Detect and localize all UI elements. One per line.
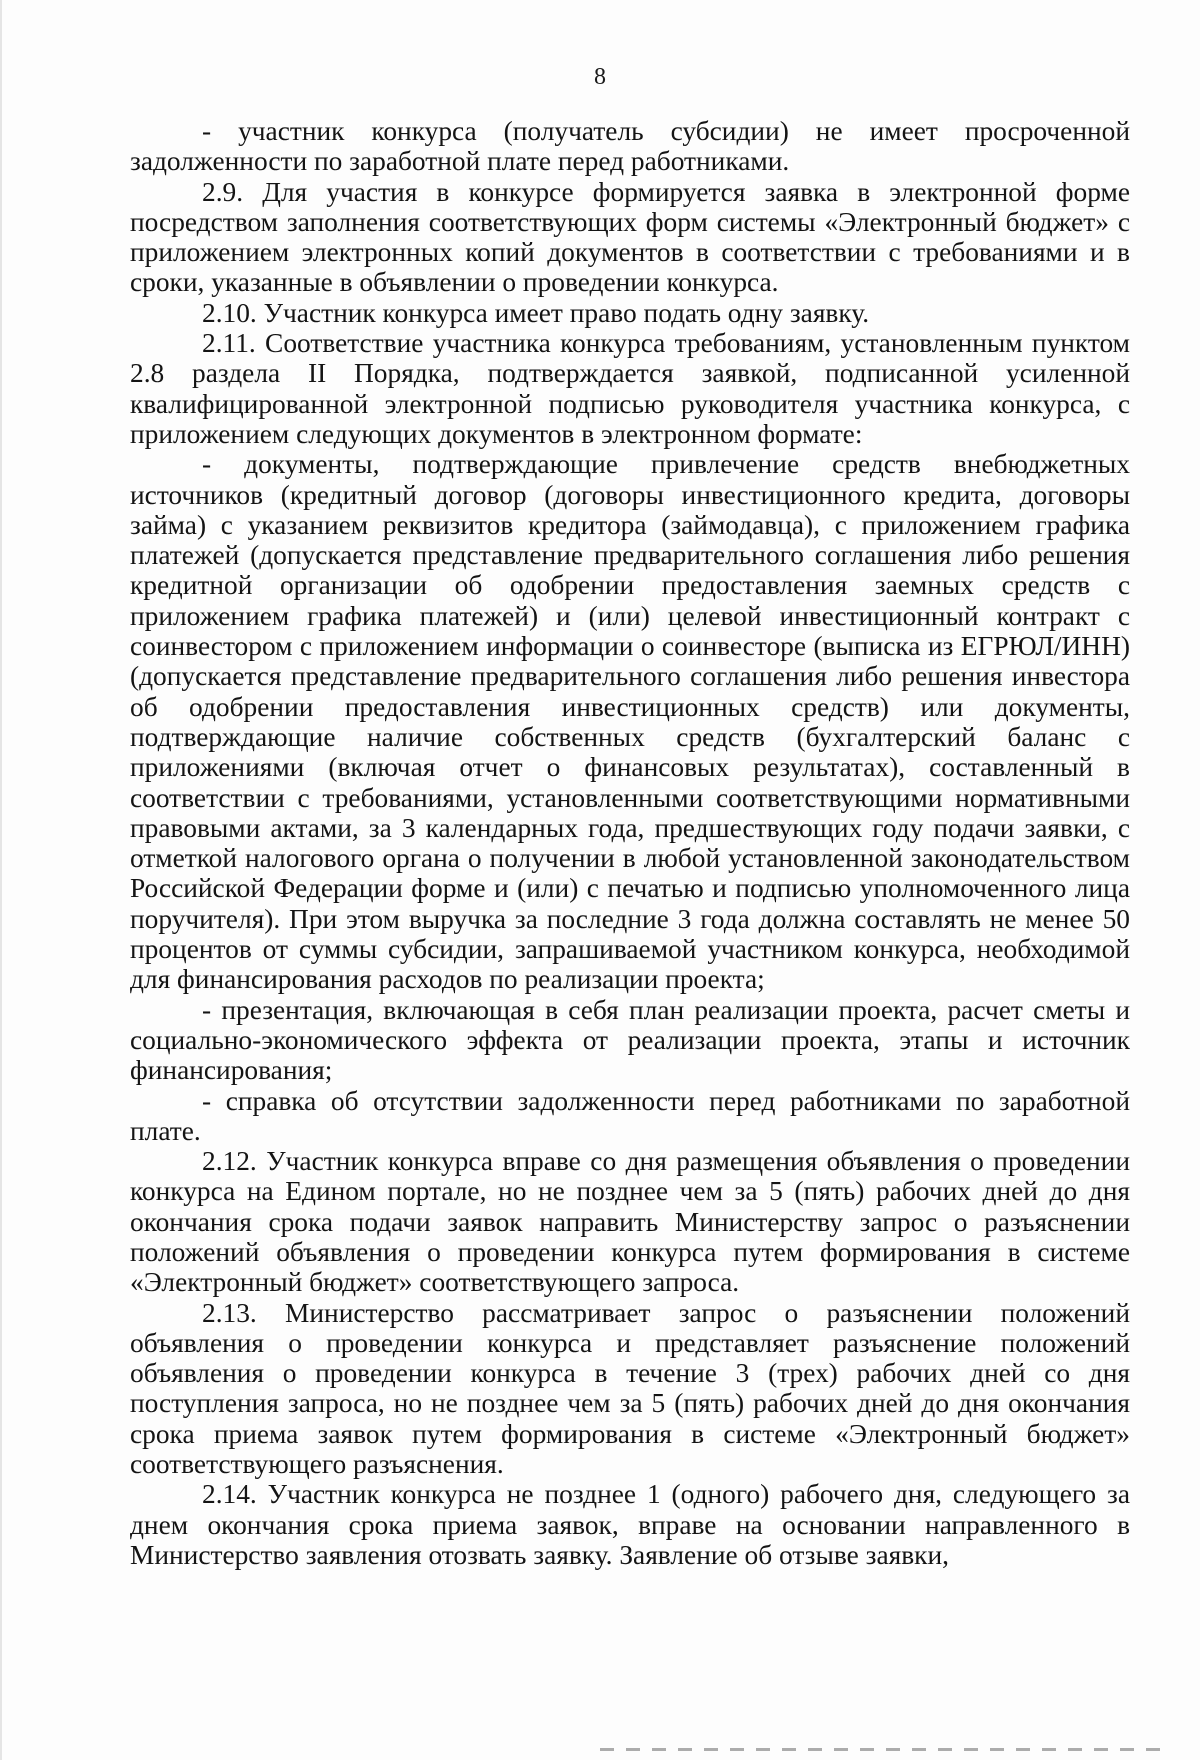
paragraph-2-13: 2.13. Министерство рассматривает запрос о разъяснении положений объявления о проведении конкурса и представляет разъяснение положений объявления о проведении конкурса в течение 3 (трех) рабочих дней со дня поступления запроса, но не позднее чем за 5 (пять) рабочих дней до дня окончания срока приема заявок путем формирования в системе «Электронный бюджет» соответствующего разъяснения. [130,1297,1130,1480]
paragraph-extrabudgetary-documents: - документы, подтверждающие привлечение средств внебюджетных источников (кредитный договор (договоры инвестиционного кредита, договоры займа) с указанием реквизитов кредитора (займодавца), с приложением графика платежей (допускается представление предварительного соглашения либо решения кредитной организации об одобрении предоставления заемных средств с приложением графика платежей) и (или) целевой инвестиционный контракт с соинвестором с приложением информации о соинвесторе (выписка из ЕГРЮЛ/ИНН) (допускается представление предварительного соглашения либо решения инвестора об одобрении предоставления инвестиционных средств) или документы, подтверждающие наличие собственных средств (бухгалтерский баланс с приложениями (включая отчет о финансовых результатах), составленный в соответствии с требованиями, установленными соответствующими нормативными правовыми актами, за 3 календарных года, предшествующих году подачи заявки, с отметкой налогового органа о получении в любой установленной законодательством Российской Федерации форме и (или) с печатью и подписью уполномоченного лица поручителя). При этом выручка за последние 3 года должна составлять не менее 50 процентов от суммы субсидии, запрашиваемой участником конкурса, необходимой для финансирования расходов по реализации проекта; [130,449,1130,995]
paragraph-2-12: 2.12. Участник конкурса вправе со дня размещения объявления о проведении конкурса на Едином портале, но не позднее чем за 5 (пять) рабочих дней до дня окончания срока подачи заявок направить Министерству запрос о разъяснении положений объявления о проведении конкурса путем формирования в системе «Электронный бюджет» соответствующего запроса. [130,1146,1130,1298]
paragraph-salary-debt-certificate: - справка об отсутствии задолженности перед работниками по заработной плате. [130,1085,1130,1146]
page-number: 8 [594,64,606,90]
scan-artifact-dashes [600,1748,1160,1751]
paragraph-presentation: - презентация, включающая в себя план реализации проекта, расчет сметы и социально-экономического эффекта от реализации проекта, этапы и источник финансирования; [130,994,1130,1086]
document-body [130,116,1130,1570]
scan-artifact [0,0,2,1760]
paragraph-2-10: 2.10. Участник конкурса имеет право подать одну заявку. [202,297,870,328]
paragraph-no-overdue-salary-debt: - участник конкурса (получатель субсидии) не имеет просроченной задолженности по заработной плате перед работниками. [130,116,1130,177]
paragraph-2-9: 2.9. Для участия в конкурсе формируется заявка в электронной форме посредством заполнения соответствующих форм системы «Электронный бюджет» с приложением электронных копий документов в соответствии с требованиями и в сроки, указанные в объявлении о проведении конкурса. [130,176,1130,298]
paragraph-2-11: 2.11. Соответствие участника конкурса требованиям, установленным пунктом 2.8 раздела II Порядка, подтверждается заявкой, подписанной усиленной квалифицированной электронной подписью руководителя участника конкурса, с приложением следующих документов в электронном формате: [130,328,1130,449]
paragraph-2-14: 2.14. Участник конкурса не позднее 1 (одного) рабочего дня, следующего за днем окончания срока приема заявок, вправе на основании направленного в Министерство заявления отозвать заявку. Заявление об отзыве заявки, [130,1479,1130,1570]
